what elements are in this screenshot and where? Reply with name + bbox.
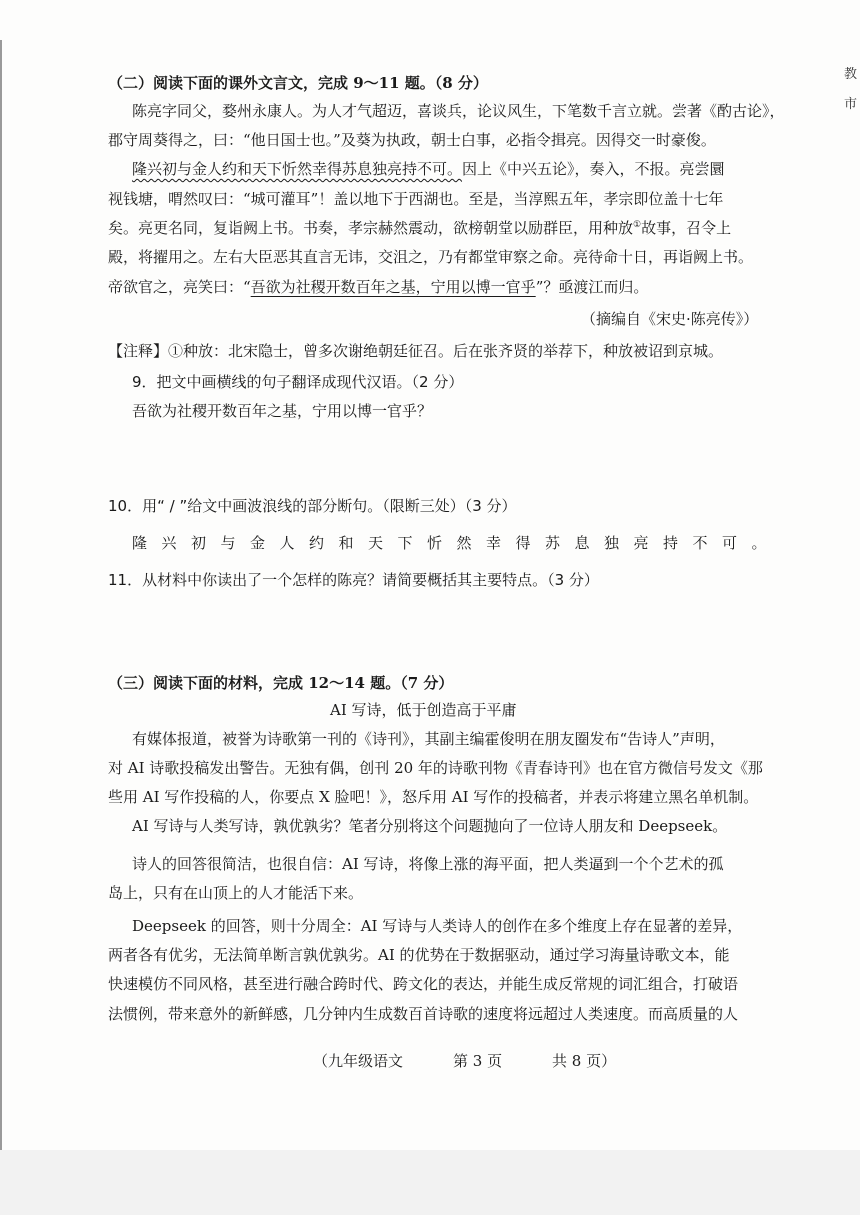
article-line: 有媒体报道，被誉为诗歌第一刊的《诗刊》，其副主编霍俊明在朋友圈发布“告诗人”声明，	[132, 730, 725, 748]
wavy-underlined-sentence: 隆兴初与金人约和天下忻然幸得苏息独亮持不可。	[132, 160, 463, 178]
article-title: AI 写诗，低于创造高于平庸	[330, 701, 517, 719]
article-line: 对 AI 诗歌投稿发出警告。无独有偶，创刊 20 年的诗歌刊物《青春诗刊》也在官方微信号发文《那	[108, 759, 763, 777]
question-11: 11．从材料中你读出了一个怎样的陈亮？请简要概括其主要特点。（3 分）	[108, 571, 599, 589]
question-9-sentence: 吾欲为社稷开数百年之基，宁用以博一官乎？	[132, 402, 433, 420]
question-10: 10．用“ / ”给文中画波浪线的部分断句。（限断三处）（3 分）	[108, 497, 517, 515]
passage-line: 隆兴初与金人约和天下忻然幸得苏息独亮持不可。因上《中兴五论》，奏入，不报。亮尝圜	[132, 160, 725, 178]
section2-heading: （二）阅读下面的课外文言文，完成 9～11 题。（8 分）	[108, 74, 488, 92]
article-line: Deepseek 的回答，则十分周全：AI 写诗与人类诗人的创作在多个维度上存在显著的差异，	[132, 917, 743, 935]
passage-line: 殿，将擢用之。左右大臣恶其直言无讳，交沮之，乃有都堂审察之命。亮待命十日，再诣阙上书。	[108, 248, 754, 266]
article-line: 岛上，只有在山顶上的人才能活下来。	[108, 884, 364, 902]
article-line: 两者各有优劣，无法简单断言孰优孰劣。AI 的优势在于数据驱动，通过学习海量诗歌文本，能	[108, 946, 730, 964]
underlined-sentence: 吾欲为社稷开数百年之基，宁用以博一官乎	[250, 278, 536, 296]
annotation-note: 【注释】①种放：北宋隐士，曾多次谢绝朝廷征召。后在张齐贤的举荐下，种放被诏到京城。	[108, 342, 724, 360]
passage-line: 陈亮字同父，婺州永康人。为人才气超迈，喜谈兵，论议风生，下笔数千言立就。尝著《酌古论》，	[132, 102, 785, 120]
margin-mark: 教	[844, 67, 858, 82]
article-line: AI 写诗与人类写诗，孰优孰劣？笔者分别将这个问题抛向了一位诗人朋友和 Deepseek。	[132, 817, 728, 835]
question-10-sentence: 隆兴初与金人约和天下忻然幸得苏息独亮持不可。	[132, 534, 782, 552]
article-line: 法惯例，带来意外的新鲜感，几分钟内生成数百首诗歌的速度将远超过人类速度。而高质量的人	[108, 1005, 739, 1023]
section3-heading: （三）阅读下面的材料，完成 12～14 题。（7 分）	[108, 674, 454, 692]
passage-line: 帝欲官之，亮笑曰：“吾欲为社稷开数百年之基，宁用以博一官乎”？亟渡江而归。	[108, 278, 649, 296]
scan-edge	[0, 40, 2, 1150]
footer-page-number: 第 3 页	[453, 1052, 503, 1070]
article-line: 诗人的回答很简洁，也很自信：AI 写诗，将像上涨的海平面，把人类逼到一个个艺术的孤	[132, 855, 724, 873]
question-9: 9．把文中画横线的句子翻译成现代汉语。（2 分）	[132, 373, 464, 391]
article-line: 快速模仿不同风格，甚至进行融合跨时代、跨文化的表达，并能生成反常规的词汇组合，打破语	[108, 975, 739, 993]
article-line: 些用 AI 写作投稿的人，你要点 X 脸吧！》，怒斥用 AI 写作的投稿者，并表示将建立黑名单机制。	[108, 788, 759, 806]
margin-mark: 市	[844, 97, 858, 112]
passage-line: 矣。亮更名同，复诣阙上书。书奏，孝宗赫然震动，欲榜朝堂以励群臣，用种放①故事，召令上	[108, 219, 732, 237]
scan-margin-bottom	[0, 1150, 860, 1215]
source-citation: （摘编自《宋史·陈亮传》）	[581, 310, 759, 328]
margin-marks	[844, 60, 858, 120]
passage-line: 郡守周葵得之，曰：“他日国士也。”及葵为执政，朝士白事，必指令揖亮。因得交一时豪俊。	[108, 131, 716, 149]
passage-line: 视钱塘，喟然叹曰：“城可灌耳”！盖以地下于西湖也。至是，当淳熙五年，孝宗即位盖十七年	[108, 190, 724, 208]
footnote-marker: ①	[633, 220, 642, 230]
footer-subject: （九年级语文	[313, 1052, 404, 1070]
footer-total-pages: 共 8 页）	[552, 1052, 617, 1070]
